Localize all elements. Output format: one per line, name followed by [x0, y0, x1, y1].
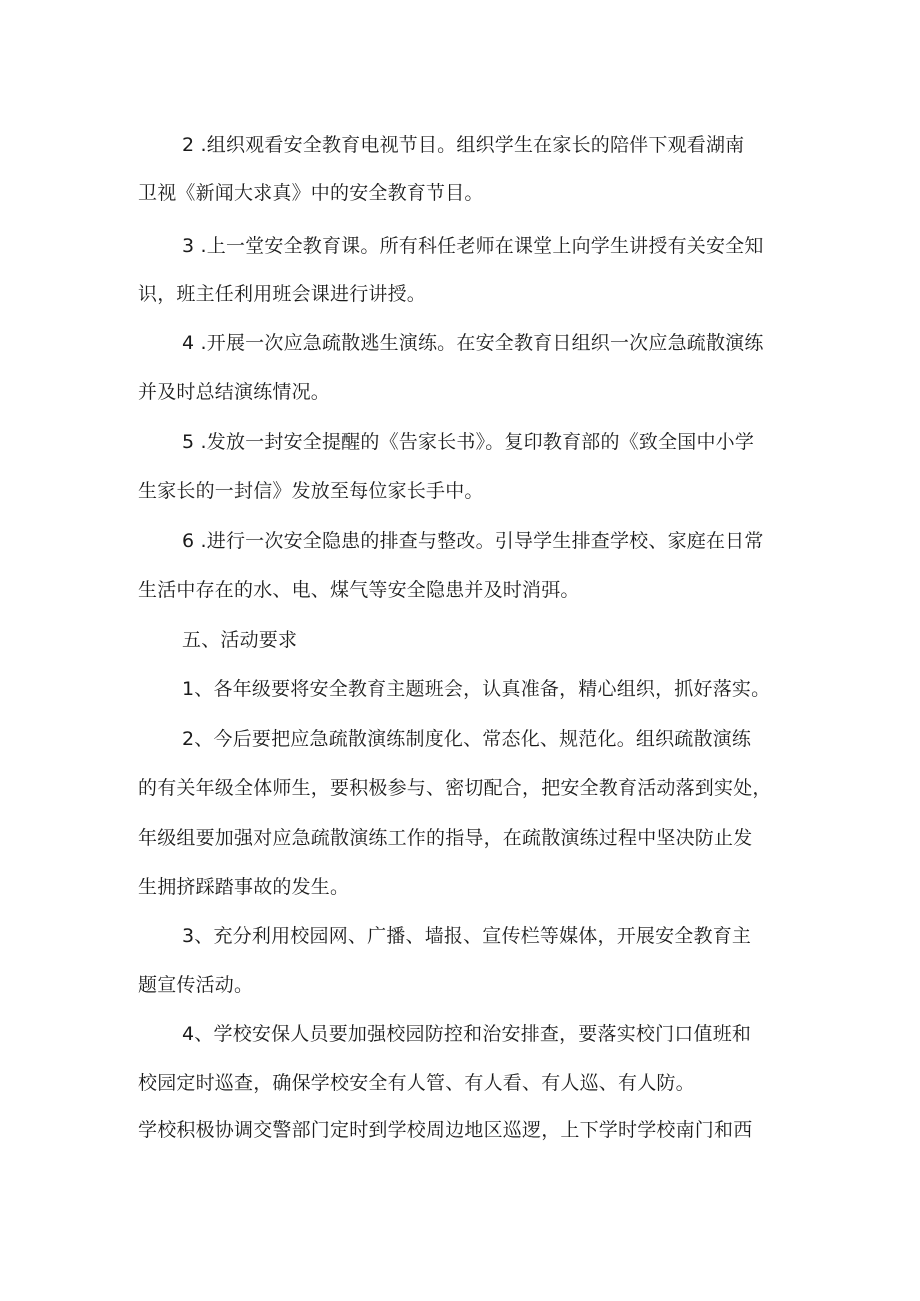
item-4-line-1: 4 .开展一次应急疏散逃生演练。在安全教育日组织一次应急疏散演练	[182, 332, 764, 354]
item-3-line-2: 识，班主任利用班会课进行讲授。	[138, 283, 427, 305]
section-heading: 五、活动要求	[182, 629, 298, 651]
requirement-2-line-4: 生拥挤踩踏事故的发生。	[138, 876, 350, 898]
requirement-4-line-1: 4、学校安保人员要加强校园防控和治安排查，要落实校门口值班和	[182, 1023, 752, 1045]
requirement-2-line-2: 的有关年级全体师生，要积极参与、密切配合，把安全教育活动落到实处，	[138, 777, 772, 799]
continuation-line: 学校积极协调交警部门定时到学校周边地区巡逻，上下学时学校南门和西	[138, 1119, 753, 1141]
requirement-4-line-2: 校园定时巡查，确保学校安全有人管、有人看、有人巡、有人防。	[138, 1072, 695, 1094]
requirement-3-line-2: 题宣传活动。	[138, 974, 254, 996]
requirement-3-line-1: 3、充分利用校园网、广播、墙报、宣传栏等媒体，开展安全教育主	[182, 925, 752, 947]
requirement-1-line-1: 1、各年级要将安全教育主题班会，认真准备，精心组织，抓好落实。	[182, 678, 771, 700]
requirement-2-line-3: 年级组要加强对应急疏散演练工作的指导，在疏散演练过程中坚决防止发	[138, 827, 753, 849]
item-3-line-1: 3 .上一堂安全教育课。所有科任老师在课堂上向学生讲授有关安全知	[182, 235, 764, 257]
item-2-line-2: 卫视《新闻大求真》中的安全教育节目。	[138, 182, 484, 204]
item-6-line-1: 6 .进行一次安全隐患的排查与整改。引导学生排查学校、家庭在日常	[182, 530, 764, 552]
item-5-line-2: 生家长的一封信》发放至每位家长手中。	[138, 480, 484, 502]
item-6-line-2: 生活中存在的水、电、煤气等安全隐患并及时消弭。	[138, 579, 580, 601]
item-2-line-1: 2 .组织观看安全教育电视节目。组织学生在家长的陪伴下观看湖南	[182, 134, 745, 156]
item-4-line-2: 并及时总结演练情况。	[138, 381, 331, 403]
requirement-2-line-1: 2、今后要把应急疏散演练制度化、常态化、规范化。组织疏散演练	[182, 728, 752, 750]
item-5-line-1: 5 .发放一封安全提醒的《告家长书》。复印教育部的《致全国中小学	[182, 431, 755, 453]
